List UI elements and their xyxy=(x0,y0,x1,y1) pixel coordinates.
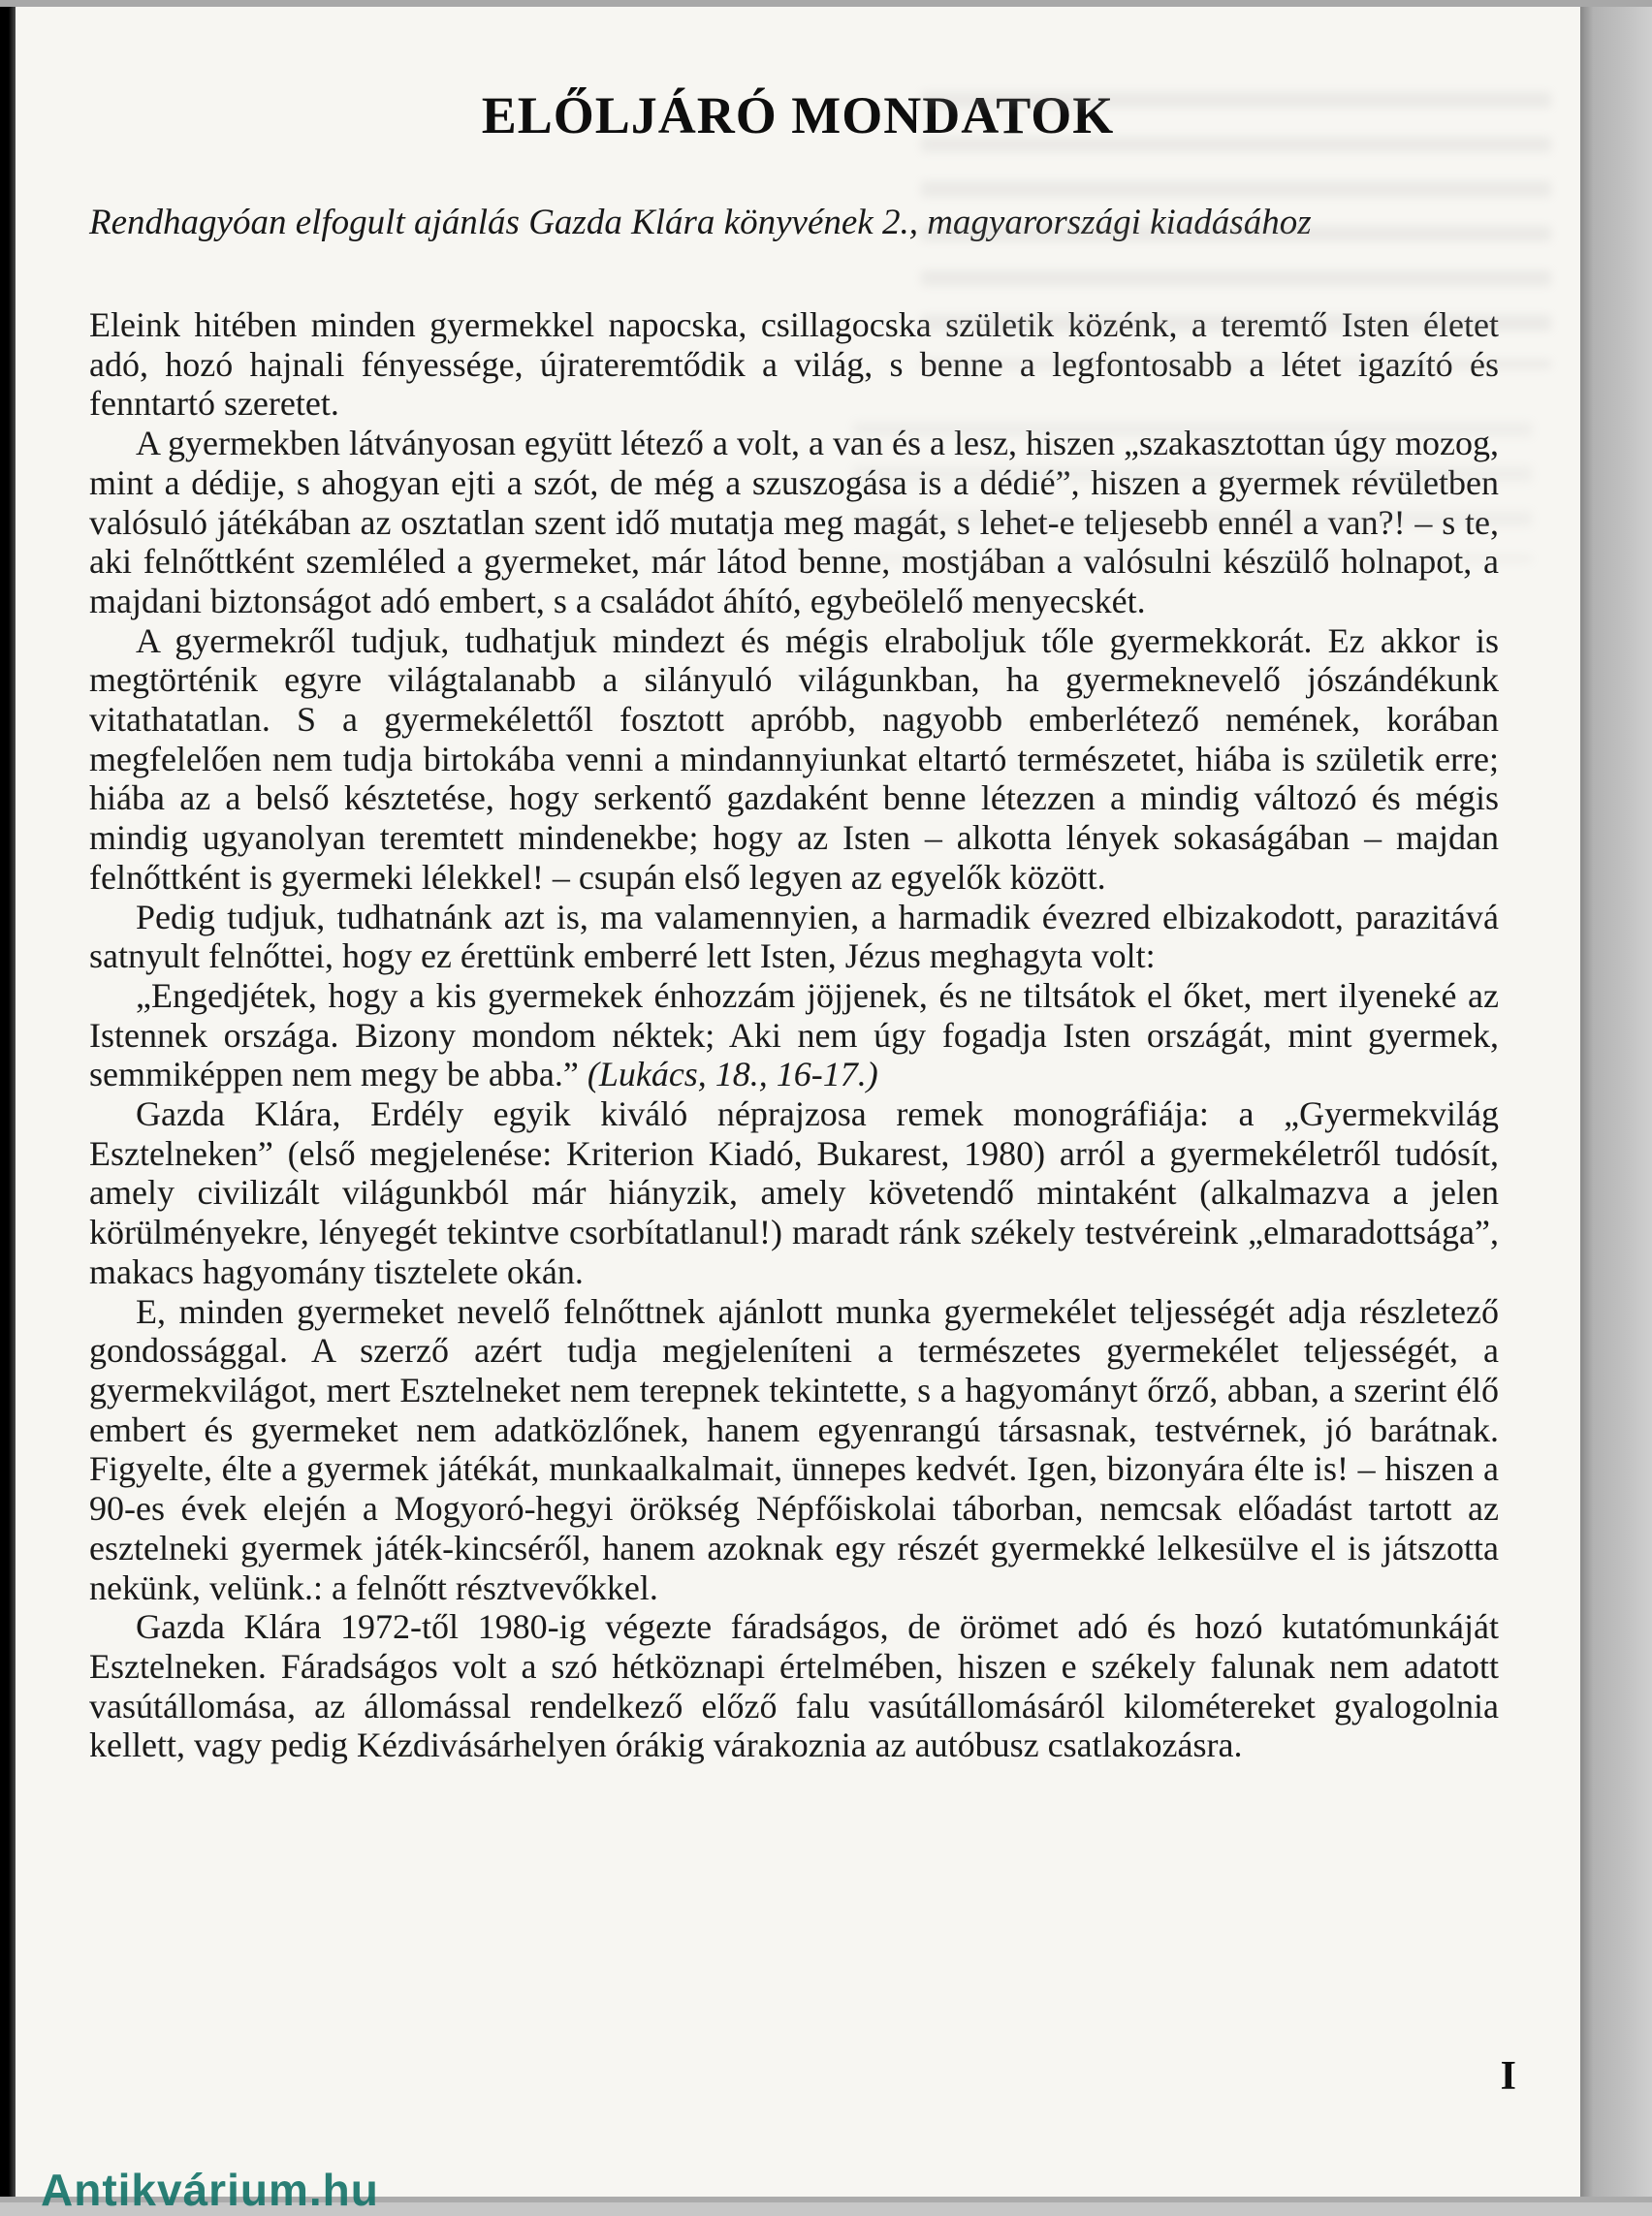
paragraph-5-bible-quote xyxy=(89,976,1499,1094)
scan-right-edge xyxy=(1580,0,1652,2202)
antikvarium-watermark: Antikvárium.hu xyxy=(41,2165,379,2215)
bible-citation: (Lukács, 18., 16-17.) xyxy=(578,1055,878,1094)
quote-text: „Engedjétek, hogy a kis gyermekek énhozzám jöjjenek, és ne tiltsátok el őket, mert ilyeneké az Istennek országa. Bizony mondom néktek; Aki nem úgy fogadja Isten országát, mint gyermek, semmiképpen nem megy be abba.” xyxy=(89,975,1499,1094)
paragraph-3: A gyermekről tudjuk, tudhatjuk mindezt és mégis elraboljuk tőle gyermekkorát. Ez akkor is megtörténik egyre világtalanabb a silányuló világunkban, ha gyermeknevelő jószándékunk vitathatatlan. S a gyermekélettől fosztott apróbb, nagyobb emberlétező nemének, korában megfelelően nem tudja birtokába venni a mindannyiunkat eltartó természetet, hiába is születik erre; hiába az a belső késztetése, hogy serkentő gazdaként benne létezzen a mindig változó és mégis mindig ugyanolyan teremtett mindenekbe; hogy az Isten – alkotta lények sokaságában – majdan felnőttként is gyermeki lélekkel! – csupán első legyen az egyelők között. xyxy=(89,620,1499,897)
scan-top-edge xyxy=(0,0,1652,7)
page-title: ELŐLJÁRÓ MONDATOK xyxy=(481,86,1115,144)
paragraph-1: Eleink hitében minden gyermekkel napocska, csillagocska születik közénk, a teremtő Isten életet adó, hozó hajnali fényessége, újrateremtődik a világ, s benne a legfontosabb a létet igazító és fenntartó szeretet. xyxy=(89,305,1499,424)
paragraph-7: E, minden gyermeket nevelő felnőttnek ajánlott munka gyermekélet teljességét adja részletező gondossággal. A szerző azért tudja megjeleníteni a természetes gyermekélet teljességét, a gyermekvilágot, mert Esztelneket nem terepnek tekintette, s a hagyományt őrző, abban, a szerint élő embert és gyermeket nem adatközlőnek, hanem egyenrangú társasnak, testvérnek, jó barátnak. Figyelte, élte a gyermek játékát, munkaalkalmait, ünnepes kedvét. Igen, bizonyára élte is! – hiszen a 90-es évek elején a Mogyoró-hegyi örökség Népfőiskolai táborban, nemcsak előadást tartott az esztelneki gyermek játék-kincséről, hanem azoknak egy részét gyermekké lelkesülve el is játszotta nekünk, velünk.: a felnőtt résztvevőkkel. xyxy=(89,1291,1499,1607)
dedication-subtitle: Rendhagyóan elfogult ajánlás Gazda Klára könyvének 2., magyarországi kiadásához xyxy=(89,203,1312,242)
paragraph-2: A gyermekben látványosan együtt létező a volt, a van és a lesz, hiszen „szakasztottan úgy mozog, mint a dédije, s ahogyan ejti a szót, de még a szuszogása is a dédié”, hiszen a gyermek révületben valósuló játékában az osztatlan szent idő mutatja meg magát, s lehet-e teljesebb ennél a van?! – s te, aki felnőttként szemléled a gyermeket, már látod benne, mostjában a valósulni készülő holnapot, a majdani biztonságot adó embert, s a családot áhító, egybeölelő menyecskét. xyxy=(89,424,1499,620)
page-number: I xyxy=(1500,2054,1516,2099)
paragraph-6: Gazda Klára, Erdély egyik kiváló néprajzosa remek monográfiája: a „Gyermekvilág Esztelneken” (első megjelenése: Kriterion Kiadó, Bukarest, 1980) arról a gyermekéletről tudósít, amely civilizált világunkból már hiányzik, amely követendő mintaként (alkalmazva a jelen körülményekre, lényegét tekintve csorbítatlanul!) maradt ránk székely testvéreink „elmaradottsága”, makacs hagyomány tisztelete okán. xyxy=(89,1094,1499,1291)
paragraph-4: Pedig tudjuk, tudhatnánk azt is, ma valamennyien, a harmadik évezred elbizakodott, parazitává satnyult felnőttei, hogy ez érettünk emberré lett Isten, Jézus meghagyta volt: xyxy=(89,897,1499,976)
scan-left-edge xyxy=(0,0,16,2202)
paragraph-8: Gazda Klára 1972-től 1980-ig végezte fáradságos, de örömet adó és hozó kutatómunkáját Esztelneken. Fáradságos volt a szó hétköznapi értelmében, hiszen e székely falunak nem adatott vasútállomása, az állomással rendelkező előző falu vasútállomásáról kilométereket gyalogolnia kellett, vagy pedig Kézdivásárhelyen órákig várakoznia az autóbusz csatlakozásra. xyxy=(89,1607,1499,1765)
book-page xyxy=(16,0,1580,2215)
body-text xyxy=(16,305,1580,1765)
